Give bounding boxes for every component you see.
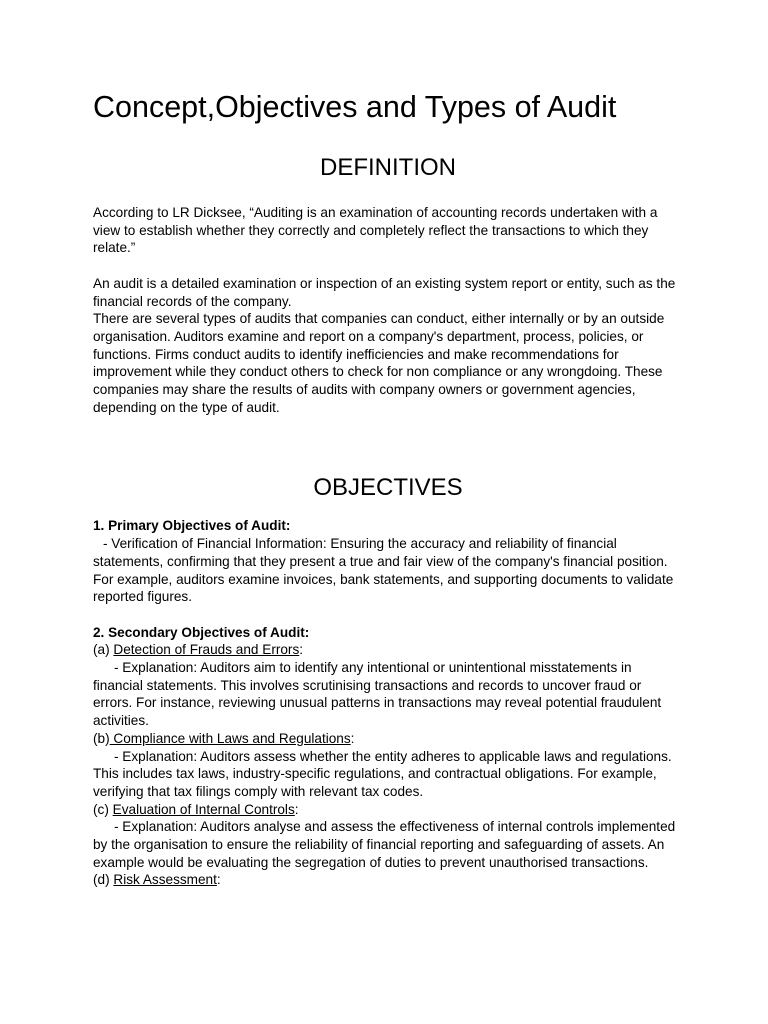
definition-paragraph-1: An audit is a detailed examination or inspection of an existing system report or entity, such as the financial records of the company. (93, 275, 676, 309)
item-label: Detection of Frauds and Errors (113, 642, 300, 658)
primary-objectives-text: - Verification of Financial Information: Ensuring the accuracy and reliability of financial statements, confirming that they present a true and fair view of the company's financial position. For example, auditors examine invoices, bank statements, and supporting documents to validate reported figures. (93, 536, 674, 605)
secondary-item-explanation: - Explanation: Auditors analyse and assess the effectiveness of internal controls implemented by the organisation to ensure the reliability of financial reporting and safeguarding of assets. An example would be evaluating the segregation of duties to prevent unauthorised transactions. (93, 819, 676, 870)
item-suffix: : (299, 642, 304, 658)
item-prefix: (a) (93, 642, 114, 658)
document-title: Concept,Objectives and Types of Audit (93, 90, 617, 124)
secondary-item-explanation: - Explanation: Auditors aim to identify any intentional or unintentional misstatements in financial statements. This involves scrutinising transactions and records to uncover fraud or errors. For instance, reviewing unusual patterns in transactions may reveal potential fraudulent activities. (93, 660, 662, 729)
item-label: Risk Assessment (113, 872, 217, 888)
definition-heading: DEFINITION (320, 154, 456, 181)
objectives-heading: OBJECTIVES (313, 474, 463, 502)
item-prefix: (c) (93, 801, 113, 817)
item-label: Evaluation of Internal Controls (112, 801, 295, 817)
secondary-item-heading (93, 801, 683, 819)
secondary-item-b (93, 730, 683, 801)
primary-objectives-title: 1. Primary Objectives of Audit: (93, 518, 291, 534)
item-prefix: (d) (93, 872, 114, 888)
secondary-item-c (93, 801, 683, 872)
item-prefix: (b) (93, 730, 110, 746)
item-label: Compliance with Laws and Regulations (109, 730, 351, 746)
definition-quote: According to LR Dicksee, “Auditing is an examination of accounting records undertaken with a view to establish whether they correctly and completely reflect the transactions to which they relate.” (93, 205, 658, 256)
secondary-item-d (93, 871, 683, 889)
secondary-item-heading (93, 730, 683, 748)
item-suffix: : (216, 872, 221, 888)
secondary-item-heading (93, 641, 683, 659)
item-suffix: : (350, 730, 355, 746)
secondary-item-heading (93, 871, 683, 889)
item-suffix: : (294, 801, 299, 817)
document-page (93, 86, 683, 889)
secondary-item-explanation: - Explanation: Auditors assess whether the entity adheres to applicable laws and regulations. This includes tax laws, industry-specific regulations, and contractual obligations. For example, verifying that tax filings comply with relevant tax codes. (93, 748, 672, 799)
definition-paragraph-2: There are several types of audits that companies can conduct, either internally or by an outside organisation. Auditors examine and report on a company's department, process, policies, or functions. Firms conduct audits to identify inefficiencies and make recommendations for improvement while they conduct others to check for non compliance or any wrongdoing. These companies may share the results of audits with company owners or government agencies, depending on the type of audit. (93, 311, 665, 415)
secondary-item-a (93, 641, 683, 730)
secondary-objectives-title: 2. Secondary Objectives of Audit: (93, 624, 310, 640)
